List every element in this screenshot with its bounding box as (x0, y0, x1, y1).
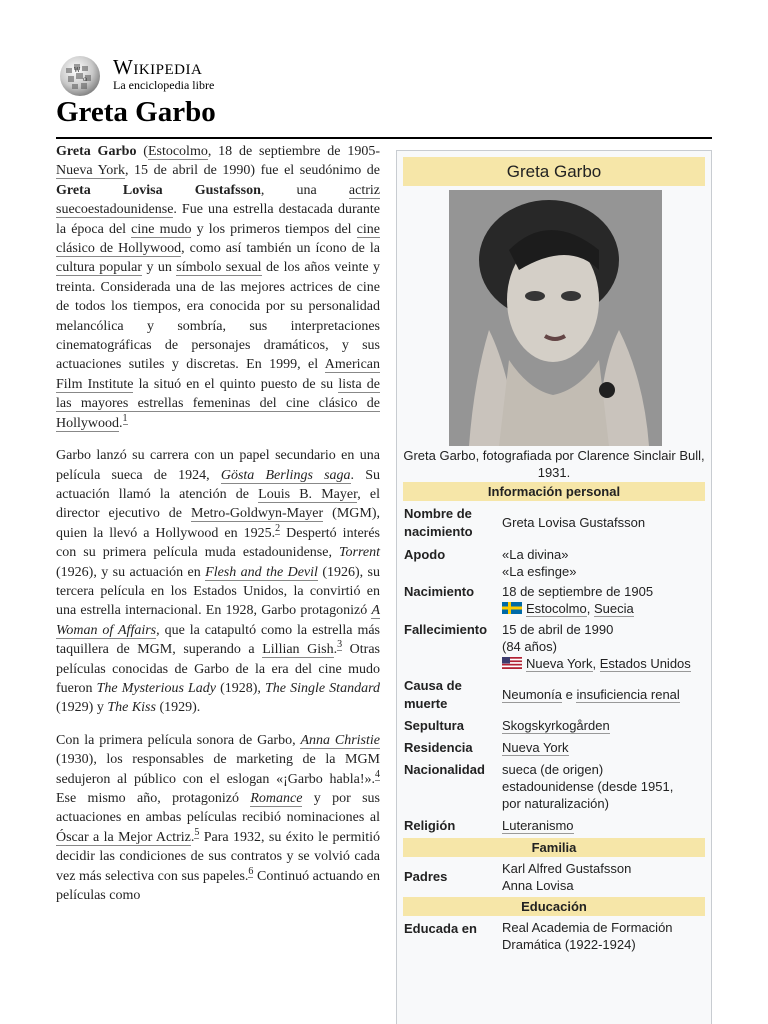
paragraph-2: Garbo lanzó su carrera con un papel secundario en una película sueca de 1924, Gösta Berlings saga. Su actuación llamó la atención de Louis B. Mayer, el director ejecutivo de Metro-Goldwyn-Mayer (MGM), quien la llevó a Hollywood en 1925.$^2$ Despertó interés con su primera película muda estadounidense, Torrent (1926), y su actuación en Flesh and the Devil (1926), su tercera película en los Estados Unidos, la convirtió en una estrella internacional. En 1928, Garbo protagonizó A Woman of Affairs, que la catapultó como la estrella más taquillera de MGM, superando a Lillian Gish.$^3$ Otras películas conocidas de Garbo de la era del cine mudo fueron The Mysterious Lady (1928), The Single Standard (1929) y The Kiss (1929). (56, 448, 380, 716)
link-mgm[interactable]: Metro-Goldwyn-Mayer (191, 506, 324, 522)
link-infobox-estocolmo[interactable]: Estocolmo (526, 601, 587, 616)
link-residencia-nueva-york[interactable]: Nueva York (502, 740, 569, 755)
link-nueva-york[interactable]: Nueva York (56, 163, 125, 179)
title-divider (56, 137, 712, 139)
link-infobox-suecia[interactable]: Suecia (593, 601, 634, 616)
row-nacimiento: Nacimiento 18 de septiembre de 1905 Estocolmo, Suecia (404, 584, 654, 616)
infobox-title: Greta Garbo (403, 157, 705, 186)
row-nacionalidad: Nacionalidad sueca (de origen) estadounidense (desde 1951, por naturalización) (404, 762, 674, 811)
row-nombre: Nombre de nacimiento Greta Lovisa Gustafsson (404, 506, 646, 539)
wikipedia-globe-logo[interactable] (56, 54, 104, 98)
article-body (56, 142, 380, 918)
link-luteranismo[interactable]: Luteranismo (502, 818, 574, 833)
row-educada-en: Educada en Real Academia de Formación Dramática (1922-1924) (404, 920, 673, 952)
paragraph-1: Greta Garbo (Estocolmo, 18 de septiembre de 1905-Nueva York, 15 de abril de 1990) fue el seudónimo de Greta Lovisa Gustafsson, una actriz suecoestadounidense. Fue una estrella destacada durante la época del cine mudo y los primeros tiempos del cine clásico de Hollywood, como así también un ícono de la cultura popular y un símbolo sexual de los años veinte y treinta. Considerada una de las mejores actrices de cine de todos los tiempos, era conocida por su personalidad melancólica y sombría, sus interpretaciones cinematográficas de personajes dramáticos, y sus actuaciones sutiles y discretas. En 1999, el American Film Institute la situó en el quinto puesto de su lista de las mayores estrellas femeninas del cine clásico de Hollywood.$^1$ (56, 144, 381, 431)
ref-6[interactable]: 6 (248, 865, 254, 877)
link-actriz[interactable]: actriz suecoestadounidense (56, 182, 380, 218)
link-oscar-mejor-actriz[interactable]: Óscar a la Mejor Actriz (56, 829, 191, 845)
svg-text:Ω: Ω (83, 77, 88, 83)
link-infobox-nueva-york[interactable]: Nueva York (526, 656, 593, 671)
link-louis-b-mayer[interactable]: Louis B. Mayer (258, 486, 358, 502)
link-estocolmo[interactable]: Estocolmo (147, 144, 208, 159)
svg-text:W: W (74, 67, 81, 74)
link-insuficiencia-renal[interactable]: insuficiencia renal (576, 687, 680, 702)
link-skogskyrkogarden[interactable]: Skogskyrkogården (502, 718, 610, 733)
row-fallecimiento: Fallecimiento 15 de abril de 1990 (84 años) Nueva York, Estados Unidos (404, 622, 691, 671)
link-romance[interactable]: Romance (250, 791, 303, 806)
ref-2[interactable]: 2 (275, 522, 281, 534)
ref-4[interactable]: 4 (375, 768, 380, 780)
site-wordmark[interactable]: Wikipedia (113, 55, 203, 79)
link-simbolo-sexual[interactable]: símbolo sexual (176, 260, 262, 276)
ref-5[interactable]: 5 (194, 826, 200, 838)
link-cultura-popular[interactable]: cultura popular (56, 260, 143, 276)
paragraph-3: Con la primera película sonora de Garbo, Anna Christie (1930), los responsables de marketing de la MGM sedujeron al público con el eslogan «¡Garbo habla!».$^4$ Ese mismo año, protagonizó Romance y por sus actuaciones en ambas películas recibió nominaciones al Óscar a la Mejor Actriz.$^5$ Para 1932, su éxito le permitió decidir las condiciones de sus contratos y se volvió cada vez más selectiva con sus papeles.$^6$ Continuó actuando en películas como (56, 732, 381, 904)
infobox (396, 150, 712, 1024)
portrait-illustration (449, 190, 662, 446)
row-causa-muerte: Causa de muerte Neumonía e insuficiencia renal (404, 678, 680, 711)
photo-caption: Greta Garbo, fotografiada por Clarence Sinclair Bull, 1931. (403, 448, 705, 480)
sweden-flag-icon (502, 602, 522, 614)
page-title: Greta Garbo (56, 96, 216, 128)
ref-3[interactable]: 3 (337, 639, 343, 651)
link-lista-estrellas[interactable]: lista de las mayores estrellas femeninas del cine clásico de Hollywood (56, 376, 381, 431)
link-lillian-gish[interactable]: Lillian Gish (262, 642, 334, 658)
section-informacion-personal: Información personal (403, 482, 705, 501)
link-cine-mudo[interactable]: cine mudo (131, 221, 192, 237)
site-tagline: La enciclopedia libre (113, 78, 215, 92)
ref-1[interactable]: 1 (122, 412, 128, 424)
row-padres: Padres Karl Alfred Gustafsson Anna Lovisa (404, 861, 632, 893)
link-anna-christie[interactable]: Anna Christie (300, 732, 380, 748)
link-cine-clasico[interactable]: cine clásico de Hollywood (56, 221, 380, 257)
row-apodo: Apodo «La divina» «La esfinge» (404, 547, 577, 579)
row-sepultura: Sepultura Skogskyrkogården (404, 718, 610, 733)
row-religion: Religión Luteranismo (404, 818, 574, 833)
link-a-woman-of-affairs[interactable]: A Woman of Affairs (56, 603, 380, 638)
usa-flag-icon (502, 657, 522, 669)
link-flesh-and-the-devil[interactable]: Flesh and the Devil (205, 564, 318, 580)
link-gosta-berlings-saga[interactable]: Gösta Berlings saga (220, 467, 351, 483)
portrait-photo[interactable] (449, 190, 662, 446)
section-educacion: Educación (403, 897, 705, 916)
link-neumonia[interactable]: Neumonía (502, 687, 562, 702)
row-residencia: Residencia Nueva York (404, 740, 569, 755)
link-afi[interactable]: American Film Institute (56, 357, 380, 392)
link-infobox-estados-unidos[interactable]: Estados Unidos (599, 656, 691, 671)
section-familia: Familia (403, 838, 705, 857)
